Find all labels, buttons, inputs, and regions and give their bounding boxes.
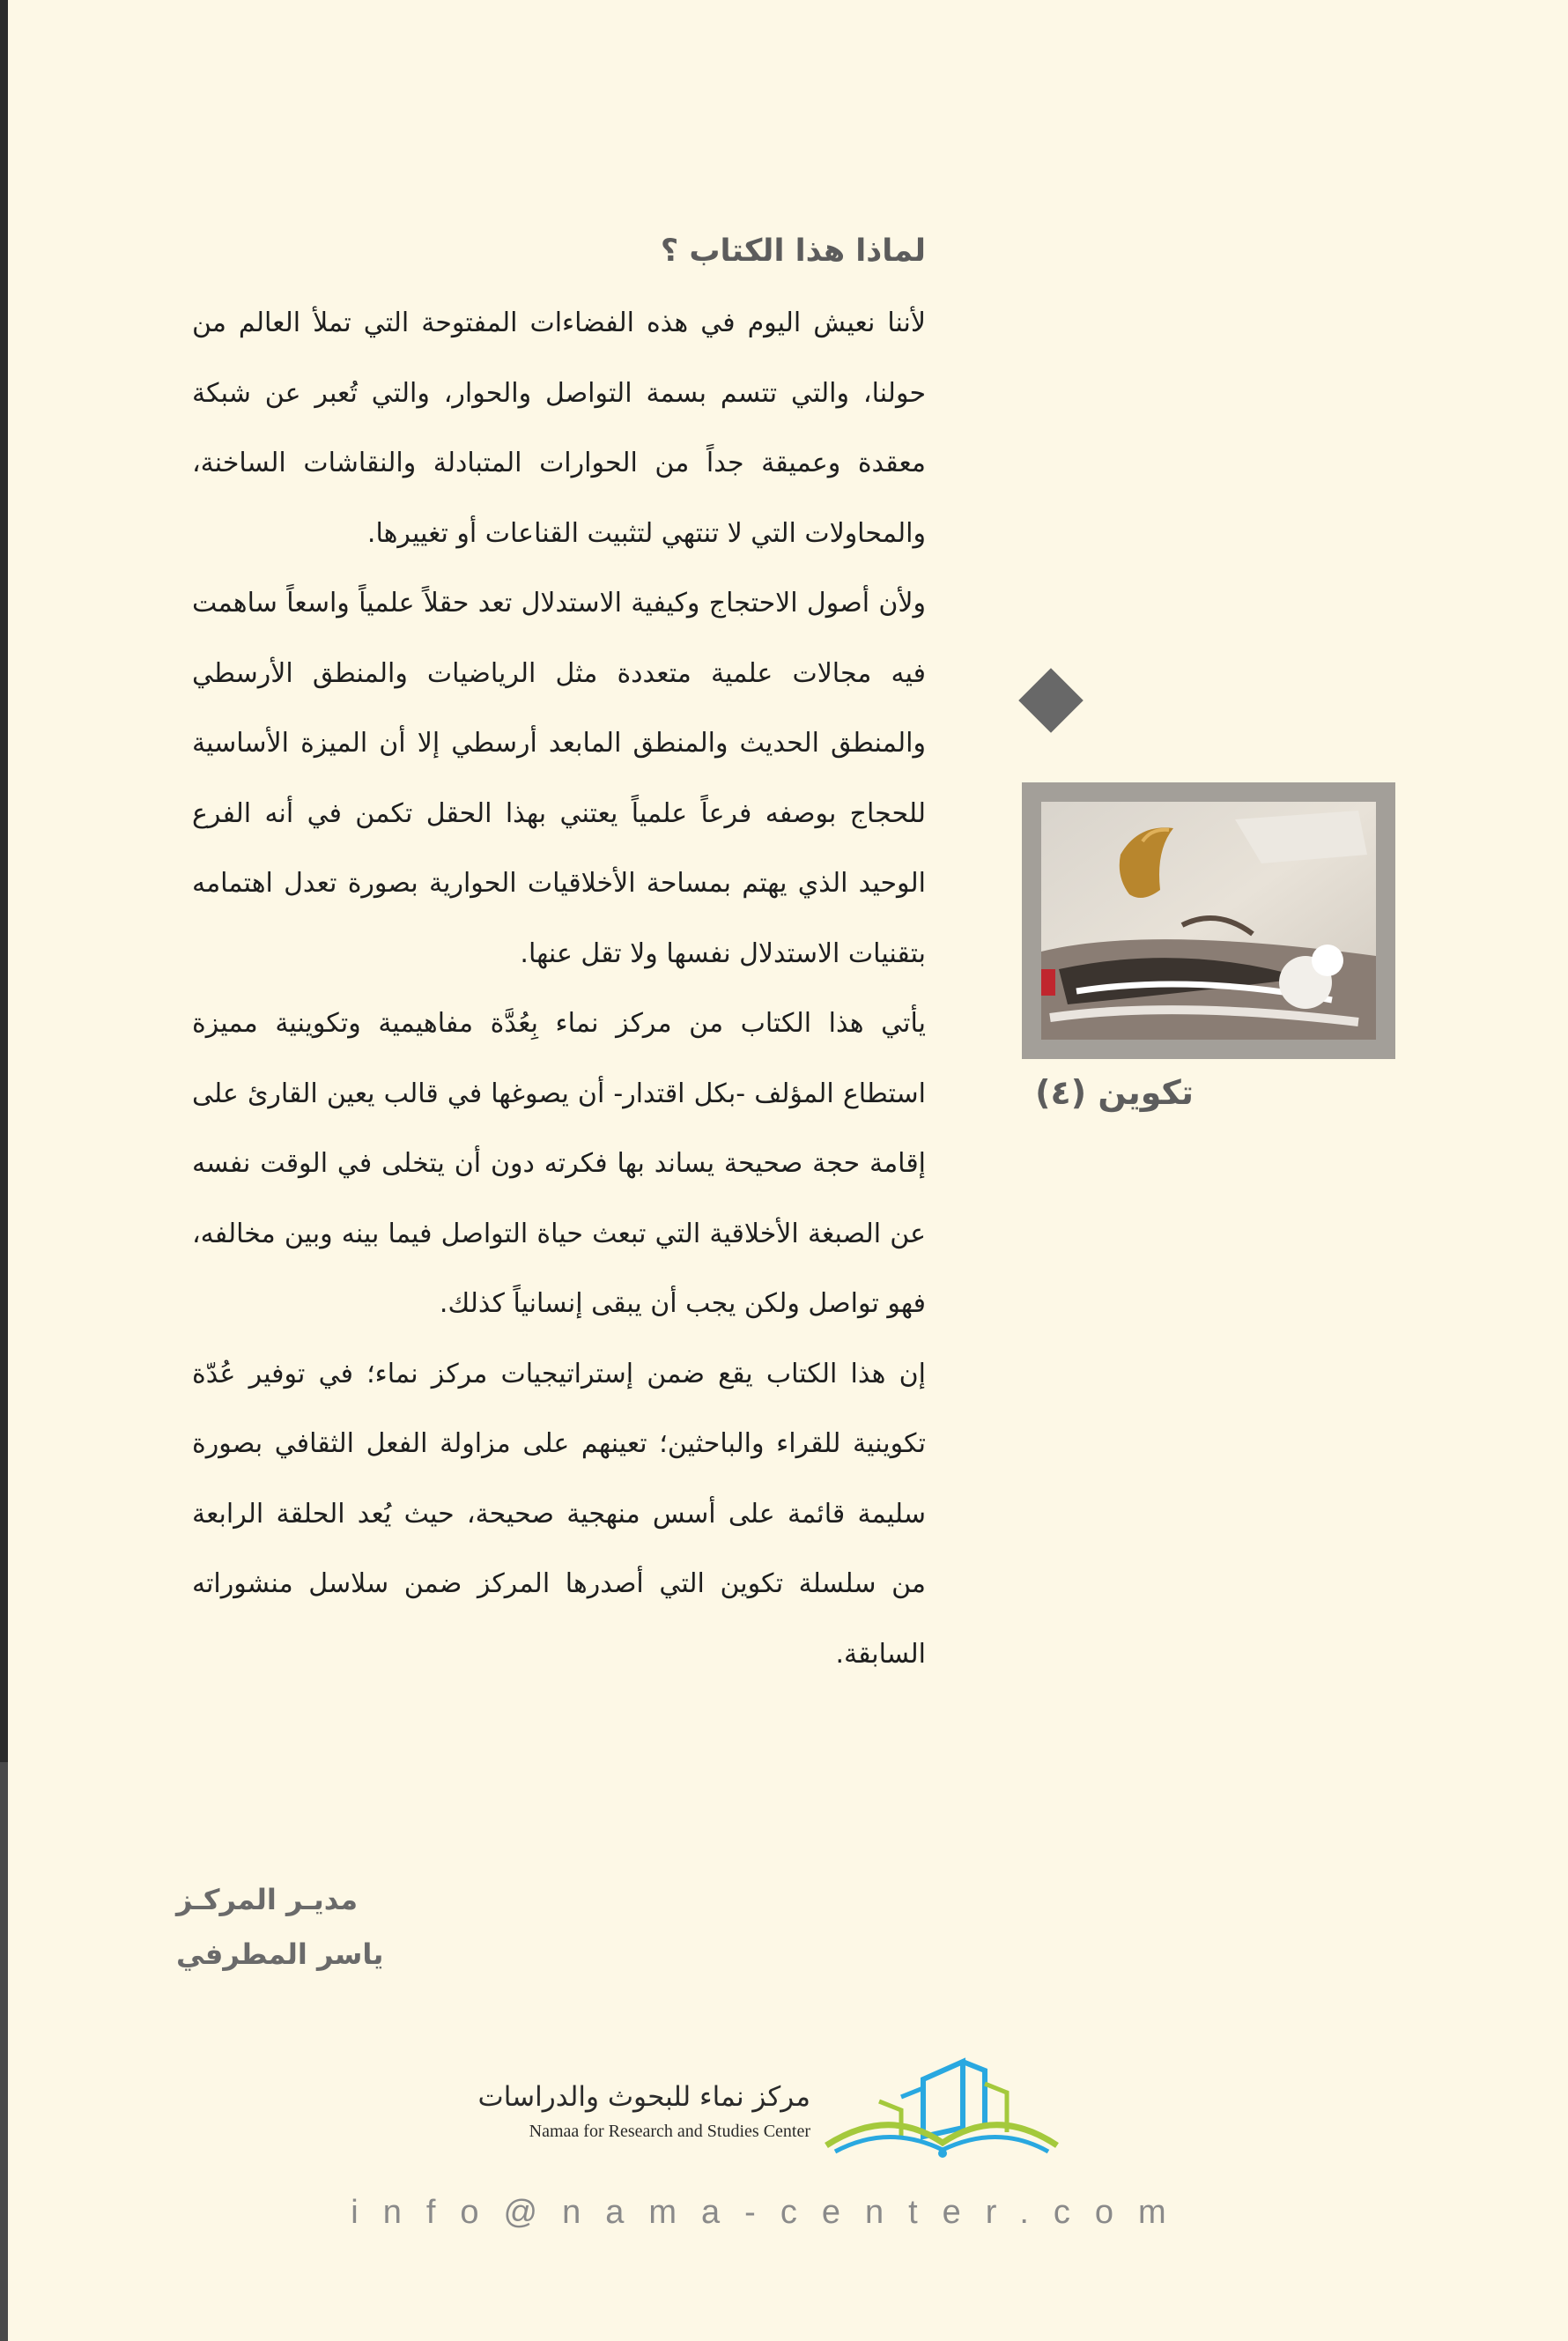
book-spine-edge bbox=[0, 0, 8, 1762]
signature-block bbox=[176, 1872, 440, 1982]
logo-arabic-name: مركز نماء للبحوث والدراسات bbox=[477, 2081, 810, 2113]
artwork-caption: تكوين (٤) bbox=[1035, 1073, 1194, 1112]
contact-email: info@nama-center.com bbox=[351, 2194, 1191, 2231]
paragraph-4: إن هذا الكتاب يقع ضمن إستراتيجيات مركز نماء؛ في توفير عُدّة تكوينية للقراء والباحثين؛ تعينهم على مزاولة الفعل الثقافي بصورة سليمة قائمة على أسس منهجية صحيحة، حيث يُعد الحلقة الرابعة من سلسلة تكوين التي أصدرها المركز ضمن سلاسل منشوراته السابقة. bbox=[192, 1358, 926, 1670]
paragraph-1: لأننا نعيش اليوم في هذه الفضاءات المفتوحة التي تملأ العالم من حولنا، والتي تتسم بسمة التواصل والحوار، والتي تُعبر عن شبكة معقدة وعميقة جداً من الحوارات المتبادلة والنقاشات الساخنة، والمحاولات التي لا تنتهي لتثبيت القناعات أو تغييرها. bbox=[192, 307, 926, 549]
paragraph-3: يأتي هذا الكتاب من مركز نماء بِعُدَّة مفاهيمية وتكوينية مميزة استطاع المؤلف -بكل اقتدار- أن يصوغها في قالب يعين القارئ على إقامة حجة صحيحة يساند بها فكرته دون أن يتخلى في الوقت نفسه عن الصبغة الأخلاقية التي تبعث حياة التواصل فيما بينه وبين مخالفه، فهو تواصل ولكن يجب أن يبقى إنسانياً كذلك. bbox=[192, 1008, 926, 1319]
artwork-frame bbox=[1022, 782, 1395, 1059]
diamond-ornament-icon bbox=[1018, 668, 1084, 733]
logo-english-name: Namaa for Research and Studies Center bbox=[529, 2122, 810, 2141]
open-book-buildings-icon bbox=[817, 2044, 1066, 2159]
book-spine-edge-lower bbox=[0, 1762, 8, 2341]
signature-name: ياسر المطرفي bbox=[176, 1937, 384, 1971]
signature-role: مديـر المركـز bbox=[176, 1883, 359, 1916]
page-title: لماذا هذا الكتاب ؟ bbox=[660, 233, 926, 269]
publisher-logo bbox=[458, 2044, 1066, 2159]
abstract-painting-image bbox=[1041, 802, 1376, 1040]
main-text-block bbox=[192, 225, 926, 1689]
paragraph-2: ولأن أصول الاحتجاج وكيفية الاستدلال تعد حقلاً علمياً واسعاً ساهمت فيه مجالات علمية متعددة مثل الرياضيات والمنطق الأرسطي والمنطق الحديث والمنطق المابعد أرسطي إلا أن الميزة الأساسية للحجاج بوصفه فرعاً علمياً يعتني بهذا الحقل تكمن في أنه الفرع الوحيد الذي يهتم بمساحة الأخلاقيات الحوارية بصورة تعدل اهتمامه بتقنيات الاستدلال نفسها ولا تقل عنها. bbox=[192, 588, 926, 969]
